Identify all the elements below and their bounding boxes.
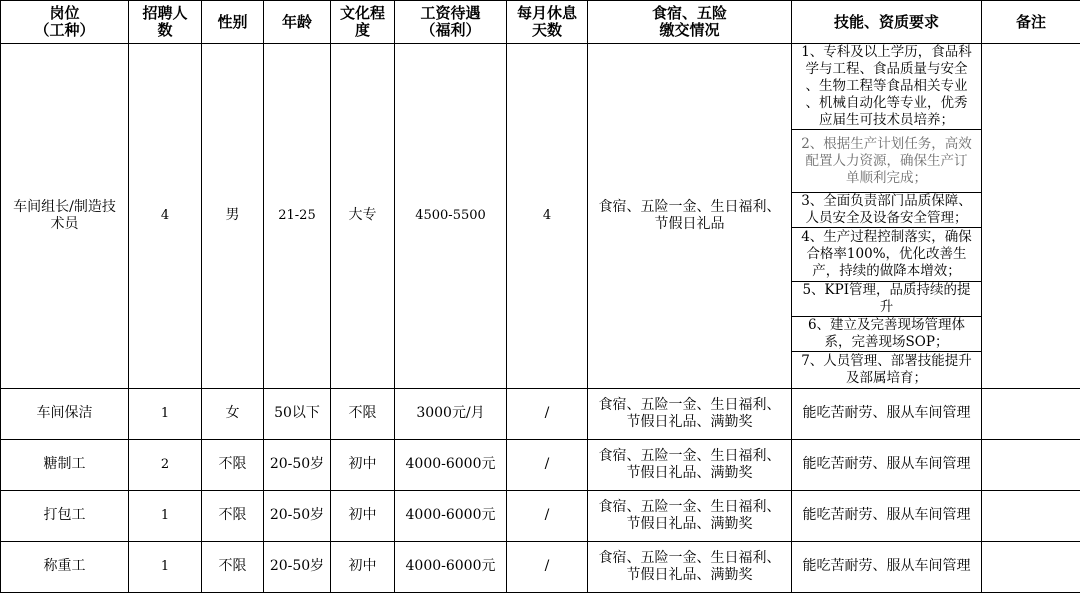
cell-rest-days: /	[507, 388, 588, 439]
cell-salary: 3000元/月	[395, 388, 507, 439]
cell-gender: 不限	[202, 541, 264, 592]
cell-salary: 4500-5500	[395, 44, 507, 389]
cell-salary: 4000-6000元	[395, 439, 507, 490]
cell-count: 1	[129, 541, 202, 592]
cell-remarks	[982, 388, 1080, 439]
cell-gender: 不限	[202, 439, 264, 490]
skill-item-7: 7、人员管理、部署技能提升 及部属培育；	[792, 352, 981, 388]
cell-age: 20-50岁	[264, 490, 331, 541]
cell-age: 50以下	[264, 388, 331, 439]
table-row	[1, 439, 1080, 490]
cell-benefits: 食宿、五险一金、生日福利、 节假日礼品、满勤奖	[588, 490, 792, 541]
cell-age: 20-50岁	[264, 541, 331, 592]
table-row	[1, 490, 1080, 541]
skill-item-1: 1、专科及以上学历，食品科 学与工程、食品质量与安全 、生物工程等食品相关专业 、机械自动化等专业，优秀 应届生可技术员培养；	[792, 44, 981, 130]
skills-list	[792, 44, 981, 388]
cell-skills	[792, 44, 982, 389]
cell-age: 20-50岁	[264, 439, 331, 490]
skill-item-6: 6、建立及完善现场管理体 系，完善现场SOP；	[792, 317, 981, 352]
header-position: 岗位 （工种）	[1, 1, 129, 44]
cell-remarks	[982, 541, 1080, 592]
cell-education: 不限	[331, 388, 395, 439]
cell-remarks	[982, 44, 1080, 389]
skill-item-2: 2、根据生产计划任务，高效 配置人力资源，确保生产订 单顺利完成；	[792, 130, 981, 193]
cell-count: 2	[129, 439, 202, 490]
cell-salary: 4000-6000元	[395, 541, 507, 592]
cell-age: 21-25	[264, 44, 331, 389]
cell-rest-days: /	[507, 541, 588, 592]
header-skills: 技能、资质要求	[792, 1, 982, 44]
cell-rest-days: 4	[507, 44, 588, 389]
cell-gender: 男	[202, 44, 264, 389]
cell-gender: 女	[202, 388, 264, 439]
header-remarks: 备注	[982, 1, 1080, 44]
cell-salary: 4000-6000元	[395, 490, 507, 541]
cell-benefits: 食宿、五险一金、生日福利、 节假日礼品、满勤奖	[588, 541, 792, 592]
cell-count: 1	[129, 490, 202, 541]
header-education: 文化程 度	[331, 1, 395, 44]
cell-skills: 能吃苦耐劳、服从车间管理	[792, 439, 982, 490]
cell-position: 糖制工	[1, 439, 129, 490]
table-row	[1, 388, 1080, 439]
cell-benefits: 食宿、五险一金、生日福利、 节假日礼品、满勤奖	[588, 388, 792, 439]
cell-position: 车间组长/制造技 术员	[1, 44, 129, 389]
cell-position: 车间保洁	[1, 388, 129, 439]
table-row	[1, 541, 1080, 592]
header-row	[1, 1, 1080, 44]
cell-education: 大专	[331, 44, 395, 389]
cell-rest-days: /	[507, 490, 588, 541]
cell-skills: 能吃苦耐劳、服从车间管理	[792, 541, 982, 592]
table-row	[1, 44, 1080, 389]
cell-benefits: 食宿、五险一金、生日福利、 节假日礼品、满勤奖	[588, 439, 792, 490]
cell-skills: 能吃苦耐劳、服从车间管理	[792, 490, 982, 541]
cell-education: 初中	[331, 490, 395, 541]
cell-education: 初中	[331, 439, 395, 490]
cell-gender: 不限	[202, 490, 264, 541]
header-salary: 工资待遇 （福利）	[395, 1, 507, 44]
cell-remarks	[982, 439, 1080, 490]
skill-item-5: 5、KPI管理，品质持续的提 升	[792, 282, 981, 317]
header-count: 招聘人 数	[129, 1, 202, 44]
header-benefits: 食宿、五险 缴交情况	[588, 1, 792, 44]
header-rest-days: 每月休息 天数	[507, 1, 588, 44]
header-age: 年龄	[264, 1, 331, 44]
skill-item-3: 3、全面负责部门品质保障、 人员安全及设备安全管理；	[792, 193, 981, 228]
cell-benefits: 食宿、五险一金、生日福利、 节假日礼品	[588, 44, 792, 389]
cell-count: 1	[129, 388, 202, 439]
cell-position: 打包工	[1, 490, 129, 541]
cell-position: 称重工	[1, 541, 129, 592]
cell-skills: 能吃苦耐劳、服从车间管理	[792, 388, 982, 439]
skill-item-4: 4、生产过程控制落实，确保 合格率100%，优化改善生 产，持续的做降本增效；	[792, 228, 981, 282]
header-gender: 性别	[202, 1, 264, 44]
cell-remarks	[982, 490, 1080, 541]
cell-education: 初中	[331, 541, 395, 592]
cell-count: 4	[129, 44, 202, 389]
cell-rest-days: /	[507, 439, 588, 490]
